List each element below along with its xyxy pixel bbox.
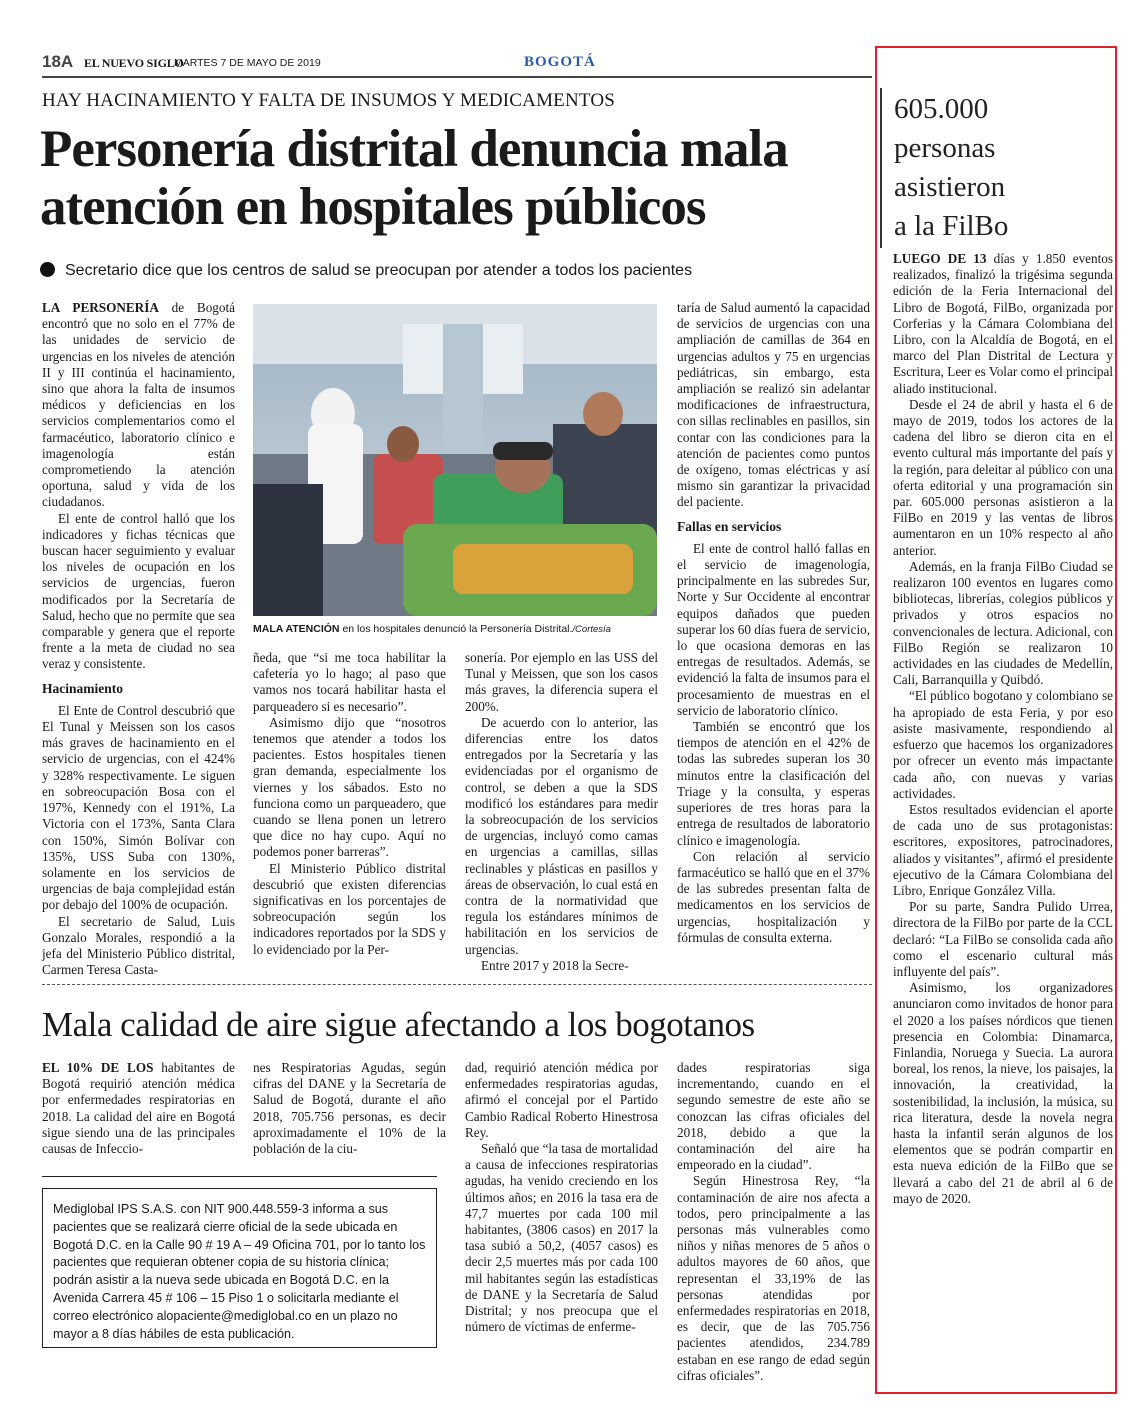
- issue-date: MARTES 7 DE MAYO DE 2019: [174, 57, 321, 69]
- paragraph: dad, requirió atención médica por enfermedades respiratorias agudas, afirmó el concejal por el Partido Cambio Radical Roberto Hinestrosa Rey.: [465, 1060, 658, 1140]
- article-column-4: [677, 300, 870, 946]
- article-kicker: HAY HACINAMIENTO Y FALTA DE INSUMOS Y MEDICAMENTOS: [42, 90, 616, 111]
- paragraph: El secretario de Salud, Luis Gonzalo Morales, respondió a la jefa del Ministerio Público distrital, Carmen Teresa Casta-: [42, 913, 235, 978]
- paragraph: El Ente de Control descubrió que El Tunal y Meissen son los casos más graves de hacinamiento en el servicio de urgencias, con el 424% y 328% respectivamente. Le siguen en sobreocupación Bosa con el 197%, Kennedy con el 191%, La Victoria con el 173%, Santa Clara con 150%, Simón Bolívar con 135%, USS Suba con 130%, solamente en los servicios de urgencias de baja complejidad están por debajo del 100% de ocupación.: [42, 702, 235, 913]
- headline-line: Personería distrital denuncia mala: [40, 120, 788, 178]
- lead-in: LUEGO DE 13: [893, 251, 987, 266]
- photo-caption: [253, 623, 663, 635]
- article-column-2: [253, 650, 446, 958]
- paragraph-text: de Bogotá encontró que no solo en el 77% de las unidades de servicio de urgencias en los niveles de atención II y III continúa el hacinamiento, sino que ahora la falta de insumos médicos y deficiencias en los servicios complementarios como el farmacéutico, laboratorio clínico e imagenología están comprometiendo la atención oportuna, salud y vida de los ciudadanos.: [42, 300, 235, 510]
- paragraph: [42, 300, 235, 511]
- headline-line: asistieron: [894, 171, 1006, 203]
- paragraph: sonería. Por ejemplo en las USS del Tunal y Meissen, que son los casos más graves, la diferencia supera el 200%.: [465, 650, 658, 714]
- newspaper-name: EL NUEVO SIGLO: [84, 56, 184, 70]
- paragraph: Según Hinestrosa Rey, “la contaminación de aire nos afecta a todos, pero principalmente a las personas más vulnerables como niños y niñas menores de 5 años o adultos mayores de 60 años, que representan el 33,19% de las personas atendidas por enfermedades respiratorias en 2018, es decir, que de las 705.756 pacientes atendidos, 234.789 estaban en ese rango de edad según cifras oficiales”.: [677, 1173, 870, 1383]
- paragraph: taría de Salud aumentó la capacidad de servicios de urgencias con una ampliación de camillas de 364 en urgencias adultos y 75 en urgencias pediátricas, sin embargo, esta ampliación se realizó sin adelantar modificaciones de infraestructura, con sillas reclinables en pasillos, sin contar con las condiciones para la atención de pacientes como puntos de oxígeno, tomas eléctricas y así mismo sin garantizar la privacidad del paciente.: [677, 300, 870, 510]
- headline-line: a la FilBo: [894, 210, 1009, 242]
- paragraph: [42, 1060, 235, 1157]
- article2-column-2: [253, 1060, 446, 1157]
- section-name: BOGOTÁ: [524, 54, 596, 70]
- article-column-1: [42, 300, 235, 978]
- paragraph: “El público bogotano y colombiano se ha apropiado de esta Feria, y por eso asiste masivamente, respondiendo al esfuerzo que hacemos los organizadores por ofrecer un evento más impactante cada año, con nuevas y varias actividades.: [893, 688, 1113, 801]
- paragraph: También se encontró que los tiempos de atención en el 42% de todas las subredes superan los 30 minutos entre la clasificación del Triage y la consulta, y esperas superiores de tres horas para la entrega de resultados de laboratorio clínico e imagenología.: [677, 719, 870, 848]
- ad-top-rule: [42, 1176, 437, 1177]
- article2-column-3: [465, 1060, 658, 1335]
- paragraph: Por su parte, Sandra Pulido Urrea, directora de la FilBo por parte de la CCL declaró: “La FilBo se consolida cada año como el escenario cultural más influyente del país”.: [893, 899, 1113, 979]
- paragraph: Desde el 24 de abril y hasta el 6 de mayo de 2019, todos los actores de la cadena del libro se dieron cita en el evento cultural más importante del país y la región, para deleitar al público con una oferta editorial y una programación sin par. 605.000 personas asistieron a la FilBo en 2019 y las ventas de libros aumentaron en un 10% respecto al año anterior.: [893, 396, 1113, 558]
- paragraph: Además, en la franja FilBo Ciudad se realizaron 100 eventos en lugares como bibliotecas, librerías, colegios públicos y privados y otros espacios no convencionales de lectura. Adicional, con FilBo Región se realizaron 10 actividades en las ciudades de Medellín, Cali, Barranquilla y Quibdó.: [893, 558, 1113, 688]
- classified-notice: [42, 1188, 437, 1348]
- paragraph: El ente de control halló que los indicadores y fichas técnicas que buscan hacer seguimiento y evaluar los niveles de ocupación en los servicios de urgencias, fueron modificados por la Secretaría de Salud, hecho que no permite que sea comparable y genera que el reporte frente a la meta de ciudad no sea veraz y consistente.: [42, 510, 235, 672]
- article-divider: [42, 984, 872, 985]
- headline-line: personas: [894, 132, 996, 164]
- paragraph: El Ministerio Público distrital descubrió que existen diferencias significativas en los porcentajes de sobreocupación según los indicadores reportados por la SDS y lo evidenciado por la Per-: [253, 860, 446, 957]
- article2-column-1: [42, 1060, 235, 1157]
- article-subtitle: [40, 262, 692, 280]
- header-rule: [42, 76, 872, 78]
- paragraph-text: habitantes de Bogotá requirió atención médica por enfermedades respiratorias en 2018. La calidad del aire en Bogotá sigue siendo una de las principales causas de Infeccio-: [42, 1060, 235, 1157]
- notice-text: Mediglobal IPS S.A.S. con NIT 900.448.559-3 informa a sus pacientes que se realizará cierre oficial de la sede ubicada en Bogotá D.C. en la Calle 90 # 19 A – 49 Oficina 701, por lo tanto los pacientes que requieran obtener copia de su historia clínica; podrán asistir a la nueva sede ubicada en Bogotá D.C. en la Avenida Carrera 45 # 106 – 15 Piso 1 o solicitarla mediante el correo electrónico alopaciente@mediglobal.co en un plazo no mayor a 8 días hábiles de esta publicación.: [53, 1202, 426, 1341]
- paragraph: dades respiratorias siga incrementando, cuando en el segundo semestre de este año se conozcan las cifras oficiales del 2018, debido a que la contaminación del aire ha empeorado en la ciudad”.: [677, 1060, 870, 1173]
- lead-in: LA PERSONERÍA: [42, 300, 159, 315]
- section-heading: Fallas en servicios: [677, 518, 782, 534]
- sidebar-body: [893, 251, 1113, 1207]
- paragraph: ñeda, que “si me toca habilitar la cafetería yo lo hago; al paso que vamos nos tocará habilitar hasta el parqueadero si es necesario”.: [253, 650, 446, 714]
- paragraph: [893, 251, 1113, 397]
- caption-lead: MALA ATENCIÓN: [253, 623, 340, 635]
- paragraph: De acuerdo con lo anterior, las diferencias entre los datos entregados por la Secretaría y las evidenciadas por el organismo de control, se deben a que la SDS modificó los estándares para medir la sobreocupación de los servicios de urgencias, incluyó como camas en urgencias a camillas, sillas reclinables y plásticas en pasillos y áreas de observación, lo cual está en contra de la normatividad que regula los estándares mínimos de habilitación en los servicios de urgencias.: [465, 714, 658, 957]
- article2-headline: Mala calidad de aire sigue afectando a los bogotanos: [42, 1005, 755, 1044]
- hospital-photo: [253, 304, 657, 616]
- paragraph: El ente de control halló fallas en el servicio de imagenología, principalmente en las subredes Sur, Norte y Sur Occidente al encontrar equipos dañados que pueden superar los 60 días fuera de servicio, lo que ocasiona demoras en las entregas de resultados. Además, se evidenció la falta de insumos para el procesamiento de muestras en el servicio de laboratorio clínico.: [677, 540, 870, 718]
- bullet-icon: [40, 262, 55, 277]
- headline-line: 605.000: [894, 93, 989, 125]
- paragraph: Con relación al servicio farmacéutico se halló que en el 37% de las subredes presentan falta de medicamentos en los servicios de urgencias, hospitalización y fórmulas de consulta externa.: [677, 848, 870, 945]
- section-heading: Hacinamiento: [42, 680, 123, 696]
- page-number: 18A: [42, 52, 74, 71]
- paragraph: Señaló que “la tasa de mortalidad a causa de infecciones respiratorias agudas, ha venido creciendo en los últimos años; en 2016 la tasa era de 47,7 muertes por cada 100 mil habitantes, (3806 casos) en 2017 la tasa subió a 50,2, (4057 casos) es decir 2,5 muertes más por cada 100 mil habitantes según las estadísticas de DANE y la Secretaría de Salud Distrital; y nos preocupa que el número de víctimas de enferme-: [465, 1141, 658, 1335]
- article-headline: [40, 120, 870, 236]
- headline-line: atención en hospitales públicos: [40, 178, 706, 236]
- article2-column-4: [677, 1060, 870, 1384]
- caption-credit: /Cortesía: [572, 624, 611, 635]
- paragraph: Entre 2017 y 2018 la Secre-: [481, 957, 629, 973]
- sidebar-headline: [894, 90, 1008, 246]
- paragraph: nes Respiratorias Agudas, según cifras del DANE y la Secretaría de Salud de Bogotá, durante el año 2018, 705.756 personas, es decir aproximadamente el 10% de la población de la ciu-: [253, 1060, 446, 1157]
- paragraph-text: días y 1.850 eventos realizados, finalizó la trigésima segunda edición de la Feria Internacional del Libro de Bogotá, FilBo, organizada por Corferias y la Cámara Colombiana del Libro, con la Alcaldía de Bogotá, en el marco del Plan Distrital de Lectura y Escritura, Leer es Volar como el principal aliado institucional.: [893, 251, 1114, 396]
- paragraph: Asimismo dijo que “nosotros tenemos que atender a todos los pacientes. Estos hospitales tienen gran demanda, especialmente los viernes y los sábados. Esto no funciona como un parqueadero, que cuando se llena ponen un letrero que dice no hay cupo. Aquí no podemos poner barreras”.: [253, 714, 446, 860]
- article-column-3: [465, 650, 658, 974]
- sidebar-rule: [880, 88, 882, 248]
- caption-text: en los hospitales denunció la Personería Distrital.: [339, 623, 573, 635]
- lead-in: EL 10% DE LOS: [42, 1060, 154, 1075]
- paragraph: Asimismo, los organizadores anunciaron como invitados de honor para el 2020 a los países nórdicos que tienen presencia en Colombia: Dinamarca, Finlandia, Noruega y Suecia. La aurora boreal, los renos, la nieve, los paisajes, la innovación, la creatividad, la sostenibilidad, la inclusión, la música, su rica literatura, desde la novela negra hasta la infantil serán algunos de los elementos que se podrán compartir en esta nueva edición de la FilBo que se llevará a cabo del 21 de abril al 6 de mayo de 2020.: [893, 980, 1113, 1206]
- subtitle-text: Secretario dice que los centros de salud se preocupan por atender a todos los pacientes: [65, 262, 693, 279]
- paragraph: Estos resultados evidencian el aporte de cada uno de sus protagonistas: escritores, expositores, patrocinadores, aliados y visitantes”, afirmó el presidente ejecutivo de la Cámara Colombiana del Libro, Enrique González Villa.: [893, 801, 1113, 898]
